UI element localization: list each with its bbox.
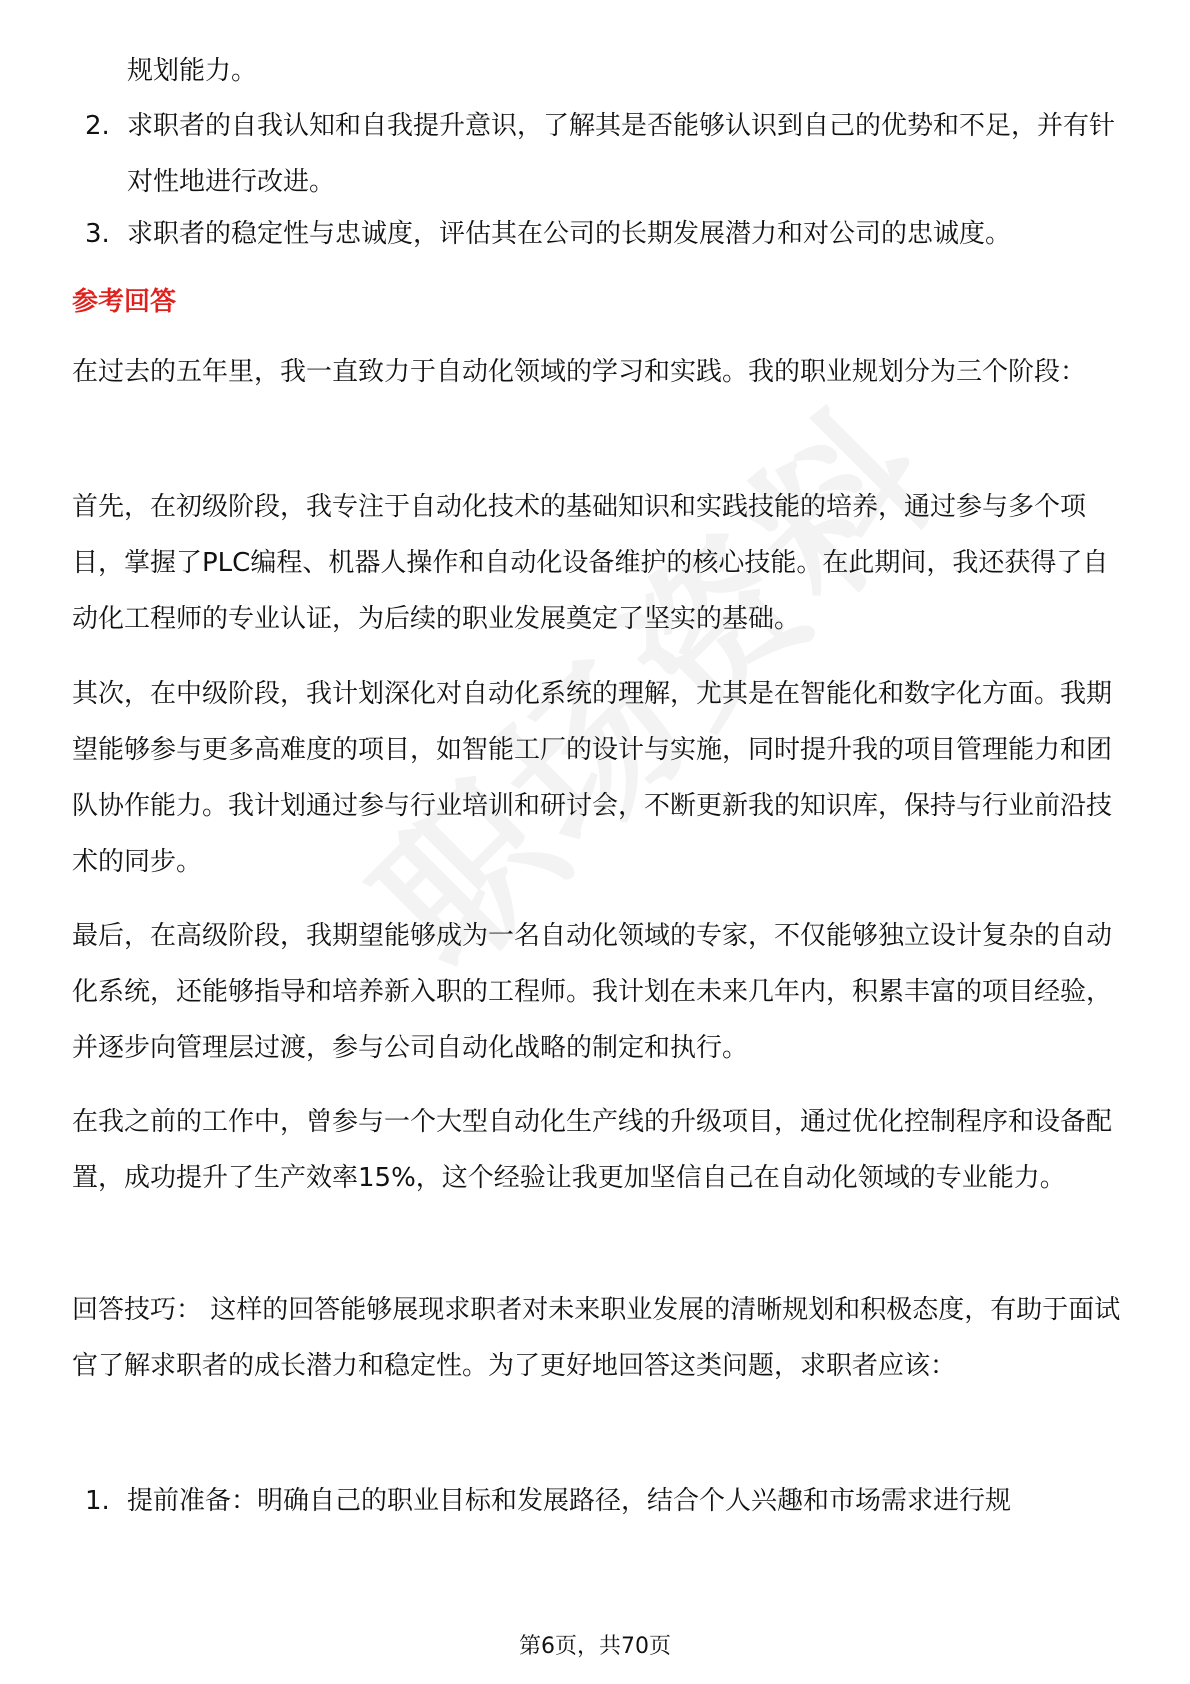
list-item [85, 206, 1135, 262]
list-item [85, 1473, 1135, 1529]
paragraph: 在过去的五年里，我一直致力于自动化领域的学习和实践。我的职业规划分为三个阶段： [72, 357, 1087, 387]
list-item-text: 提前准备：明确自己的职业目标和发展路径，结合个人兴趣和市场需求进行规 [127, 1486, 1012, 1516]
list-item-number: 3. [85, 219, 110, 249]
paragraph: 首先，在初级阶段，我专注于自动化技术的基础知识和实践技能的培养，通过参与多个项目，掌握了PLC编程、机器人操作和自动化设备维护的核心技能。在此期间，我还获得了自动化工程师的专业认证，为后续的职业发展奠定了坚实的基础。 [72, 492, 1109, 634]
paragraph: 回答技巧： 这样的回答能够展现求职者对未来职业发展的清晰规划和积极态度，有助于面试官了解求职者的成长潜力和稳定性。为了更好地回答这类问题，求职者应该： [72, 1295, 1121, 1381]
section-heading: 参考回答 [72, 287, 177, 317]
list-item-continuation [85, 43, 1135, 99]
paragraph: 在我之前的工作中，曾参与一个大型自动化生产线的升级项目，通过优化控制程序和设备配置，成功提升了生产效率15%，这个经验让我更加坚信自己在自动化领域的专业能力。 [72, 1107, 1113, 1193]
list-item-text: 求职者的稳定性与忠诚度，评估其在公司的长期发展潜力和对公司的忠诚度。 [127, 219, 1012, 249]
list-item-text: 规划能力。 [127, 56, 258, 86]
page-number-footer: 第6页，共70页 [519, 1634, 671, 1659]
list-item-text: 求职者的自我认知和自我提升意识，了解其是否能够认识到自己的优势和不足，并有针对性地进行改进。 [127, 111, 1116, 197]
list-item-number: 1. [85, 1486, 110, 1516]
paragraph: 最后，在高级阶段，我期望能够成为一名自动化领域的专家，不仅能够独立设计复杂的自动化系统，还能够指导和培养新入职的工程师。我计划在未来几年内，积累丰富的项目经验，并逐步向管理层过渡，参与公司自动化战略的制定和执行。 [72, 921, 1113, 1063]
paragraph: 其次，在中级阶段，我计划深化对自动化系统的理解，尤其是在智能化和数字化方面。我期望能够参与更多高难度的项目，如智能工厂的设计与实施，同时提升我的项目管理能力和团队协作能力。我计划通过参与行业培训和研讨会，不断更新我的知识库，保持与行业前沿技术的同步。 [72, 679, 1113, 877]
list-item [85, 98, 1135, 210]
list-item-number: 2. [85, 111, 110, 141]
